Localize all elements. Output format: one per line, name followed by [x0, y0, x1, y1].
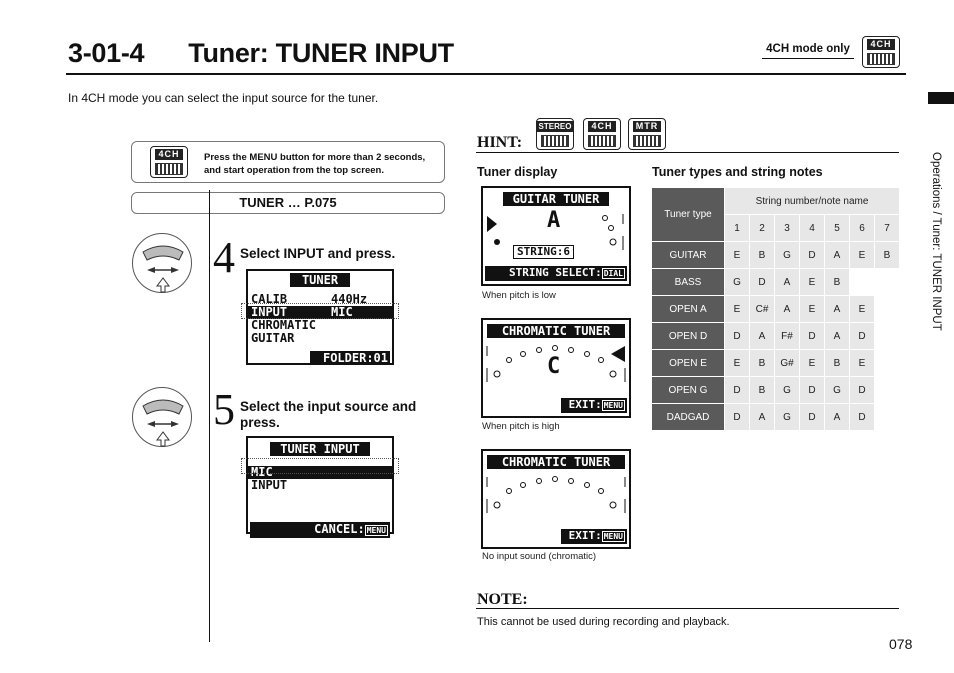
- mode-only-label: 4CH mode only: [762, 43, 854, 59]
- instruction-text: Press the MENU button for more than 2 seconds, and start operation from the top screen.: [204, 152, 426, 176]
- selection-highlight: [241, 458, 399, 474]
- tuner-types-table: [651, 187, 900, 431]
- selection-highlight: [241, 303, 399, 319]
- note-rule: [476, 608, 899, 609]
- side-tab-marker: [928, 92, 954, 104]
- display-caption: No input sound (chromatic): [482, 551, 597, 562]
- screen-title: CHROMATIC TUNER: [487, 455, 625, 469]
- table-row: OPEN A E C# A E A E: [652, 296, 899, 322]
- screen-title: CHROMATIC TUNER: [487, 324, 625, 338]
- tuner-display-title: Tuner display: [477, 165, 558, 179]
- 4ch-mode-icon: 4CH: [150, 146, 188, 178]
- table-row: BASS G D A E B: [652, 269, 899, 295]
- 4ch-mode-icon: 4CH: [583, 118, 621, 150]
- reference-box: TUNER … P.075: [131, 192, 445, 214]
- chromatic-tuner-display: [481, 449, 631, 549]
- menu-row-selected: INPUT MIC: [248, 306, 392, 319]
- string-readout: STRING:6: [513, 245, 574, 259]
- step-text: Select INPUT and press.: [240, 246, 396, 261]
- intro-text: In 4CH mode you can select the input source for the tuner.: [68, 91, 379, 105]
- note-readout: C: [547, 354, 561, 379]
- step-number: 5: [213, 385, 235, 434]
- table-row: OPEN E E B G# E B E: [652, 350, 899, 376]
- screen-title: TUNER: [290, 273, 350, 287]
- 4ch-mode-icon: 4CH: [862, 36, 900, 68]
- table-row: OPEN D D A F# D A D: [652, 323, 899, 349]
- guitar-tuner-display: [481, 186, 631, 286]
- step-number: 4: [213, 233, 235, 282]
- dial-icon: [132, 387, 192, 447]
- table-row: GUITAR E B G D A E B: [652, 242, 899, 268]
- menu-row-selected: MIC: [248, 466, 392, 479]
- tuner-types-title: Tuner types and string notes: [652, 165, 823, 179]
- menu-row: GUITAR: [251, 331, 295, 345]
- string-number-row: 1 2 3 4 5 6 7: [652, 215, 899, 241]
- section-number: 3-01-4: [68, 38, 145, 68]
- step-divider: [209, 190, 210, 642]
- table-row: OPEN G D B G D G D: [652, 377, 899, 403]
- dial-icon: [132, 233, 192, 293]
- display-caption: When pitch is high: [482, 421, 560, 432]
- hint-label: HINT:: [477, 134, 523, 151]
- note-text: This cannot be used during recording and playback.: [477, 616, 730, 628]
- note-label: NOTE:: [477, 591, 528, 608]
- screen-footer: STRING SELECT: DIAL: [485, 266, 627, 281]
- tuner-input-screen: [246, 436, 394, 534]
- menu-row: INPUT: [251, 478, 288, 492]
- hint-rule: [476, 152, 899, 153]
- table-header-row: Tuner type String number/note name: [652, 188, 899, 214]
- screen-footer: FOLDER:01: [310, 351, 390, 365]
- table-row: DADGAD D A G D A D: [652, 404, 899, 430]
- side-tab-label: Operations / Tuner: TUNER INPUT: [930, 152, 942, 331]
- screen-footer: EXIT: MENU: [561, 529, 627, 544]
- display-caption: When pitch is low: [482, 290, 556, 301]
- page-number: 078: [889, 636, 913, 652]
- page-title: [68, 38, 454, 69]
- screen-title: TUNER INPUT: [270, 442, 370, 456]
- title-text: Tuner: TUNER INPUT: [188, 38, 454, 68]
- title-rule: [66, 73, 906, 75]
- screen-title: GUITAR TUNER: [503, 192, 609, 206]
- menu-row: CHROMATIC: [251, 318, 317, 332]
- menu-row: CALIB 440Hz: [251, 292, 368, 306]
- chromatic-tuner-display: [481, 318, 631, 418]
- mtr-mode-icon: MTR: [628, 118, 666, 150]
- note-readout: A: [547, 208, 561, 233]
- pitch-meter: [483, 473, 629, 523]
- step-text: Select the input source and press.: [240, 399, 417, 430]
- stereo-mode-icon: STEREO: [536, 118, 574, 150]
- screen-footer: CANCEL: MENU: [250, 522, 390, 538]
- screen-footer: EXIT: MENU: [561, 398, 627, 413]
